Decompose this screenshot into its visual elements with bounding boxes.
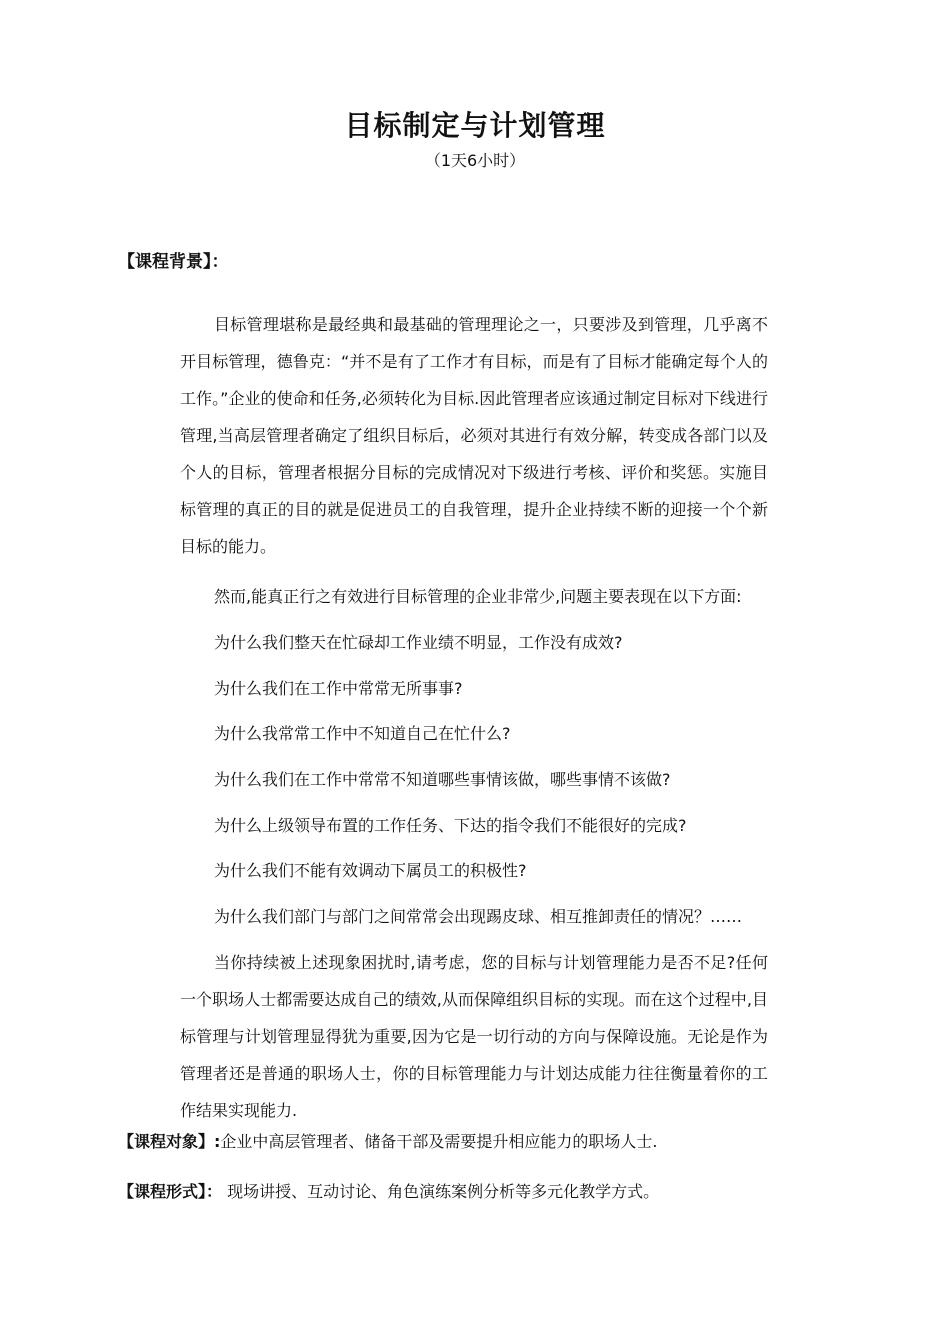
question-item: 为什么我们在工作中常常无所事事? [214, 679, 463, 698]
question-item: 为什么我常常工作中不知道自己在忙什么? [214, 724, 511, 743]
question-item: 为什么我们部门与部门之间常常会出现踢皮球、相互推卸责任的情况？…… [214, 907, 743, 926]
course-format-label: 【课程形式】： [118, 1182, 223, 1201]
document-subtitle: （1天6小时） [424, 151, 526, 170]
course-format [118, 1180, 659, 1204]
course-audience-label: 【课程对象】: [118, 1132, 221, 1151]
background-paragraph-problem-intro: 然而,能真正行之有效进行目标管理的企业非常少,问题主要表现在以下方面: [214, 587, 742, 606]
question-item: 为什么上级领导布置的工作任务、下达的指令我们不能很好的完成? [214, 816, 687, 835]
question-item: 为什么我们整天在忙碌却工作业绩不明显，工作没有成效? [214, 633, 623, 652]
background-heading: 【课程背景】： [118, 252, 229, 272]
background-paragraph-intro: 目标管理堪称是最经典和最基础的管理理论之一，只要涉及到管理，几乎离不开目标管理，德鲁克：“并不是有了工作才有目标，而是有了目标才能确定每个人的工作。”企业的使命和任务,必须转化为目标.因此管理者应该通过制定目标对下线进行管理,当高层管理者确定了组织目标后，必须对其进行有效分解，转变成各部门以及个人的目标，管理者根据分目标的完成情况对下级进行考核、评价和奖惩。实施目标管理的真正的目的就是促进员工的自我管理，提升企业持续不断的迎接一个个新目标的能力。 [180, 315, 768, 556]
background-paragraph-conclusion: 当你持续被上述现象困扰时,请考虑，您的目标与计划管理能力是否不足?任何一个职场人士都需要达成自己的绩效,从而保障组织目标的实现。而在这个过程中,目标管理与计划管理显得犹为重要,因为它是一切行动的方向与保障设施。无论是作为管理者还是普通的职场人士，你的目标管理能力与计划达成能力往往衡量着你的工作结果实现能力. [180, 953, 768, 1120]
question-item: 为什么我们在工作中常常不知道哪些事情该做，哪些事情不该做? [214, 770, 671, 789]
course-audience-text: 企业中高层管理者、储备干部及需要提升相应能力的职场人士. [220, 1132, 658, 1151]
course-audience [118, 1130, 658, 1154]
document-title: 目标制定与计划管理 [344, 109, 606, 142]
course-format-text: 现场讲授、互动讨论、角色演练案例分析等多元化教学方式。 [222, 1182, 660, 1201]
question-item: 为什么我们不能有效调动下属员工的积极性? [214, 861, 527, 880]
